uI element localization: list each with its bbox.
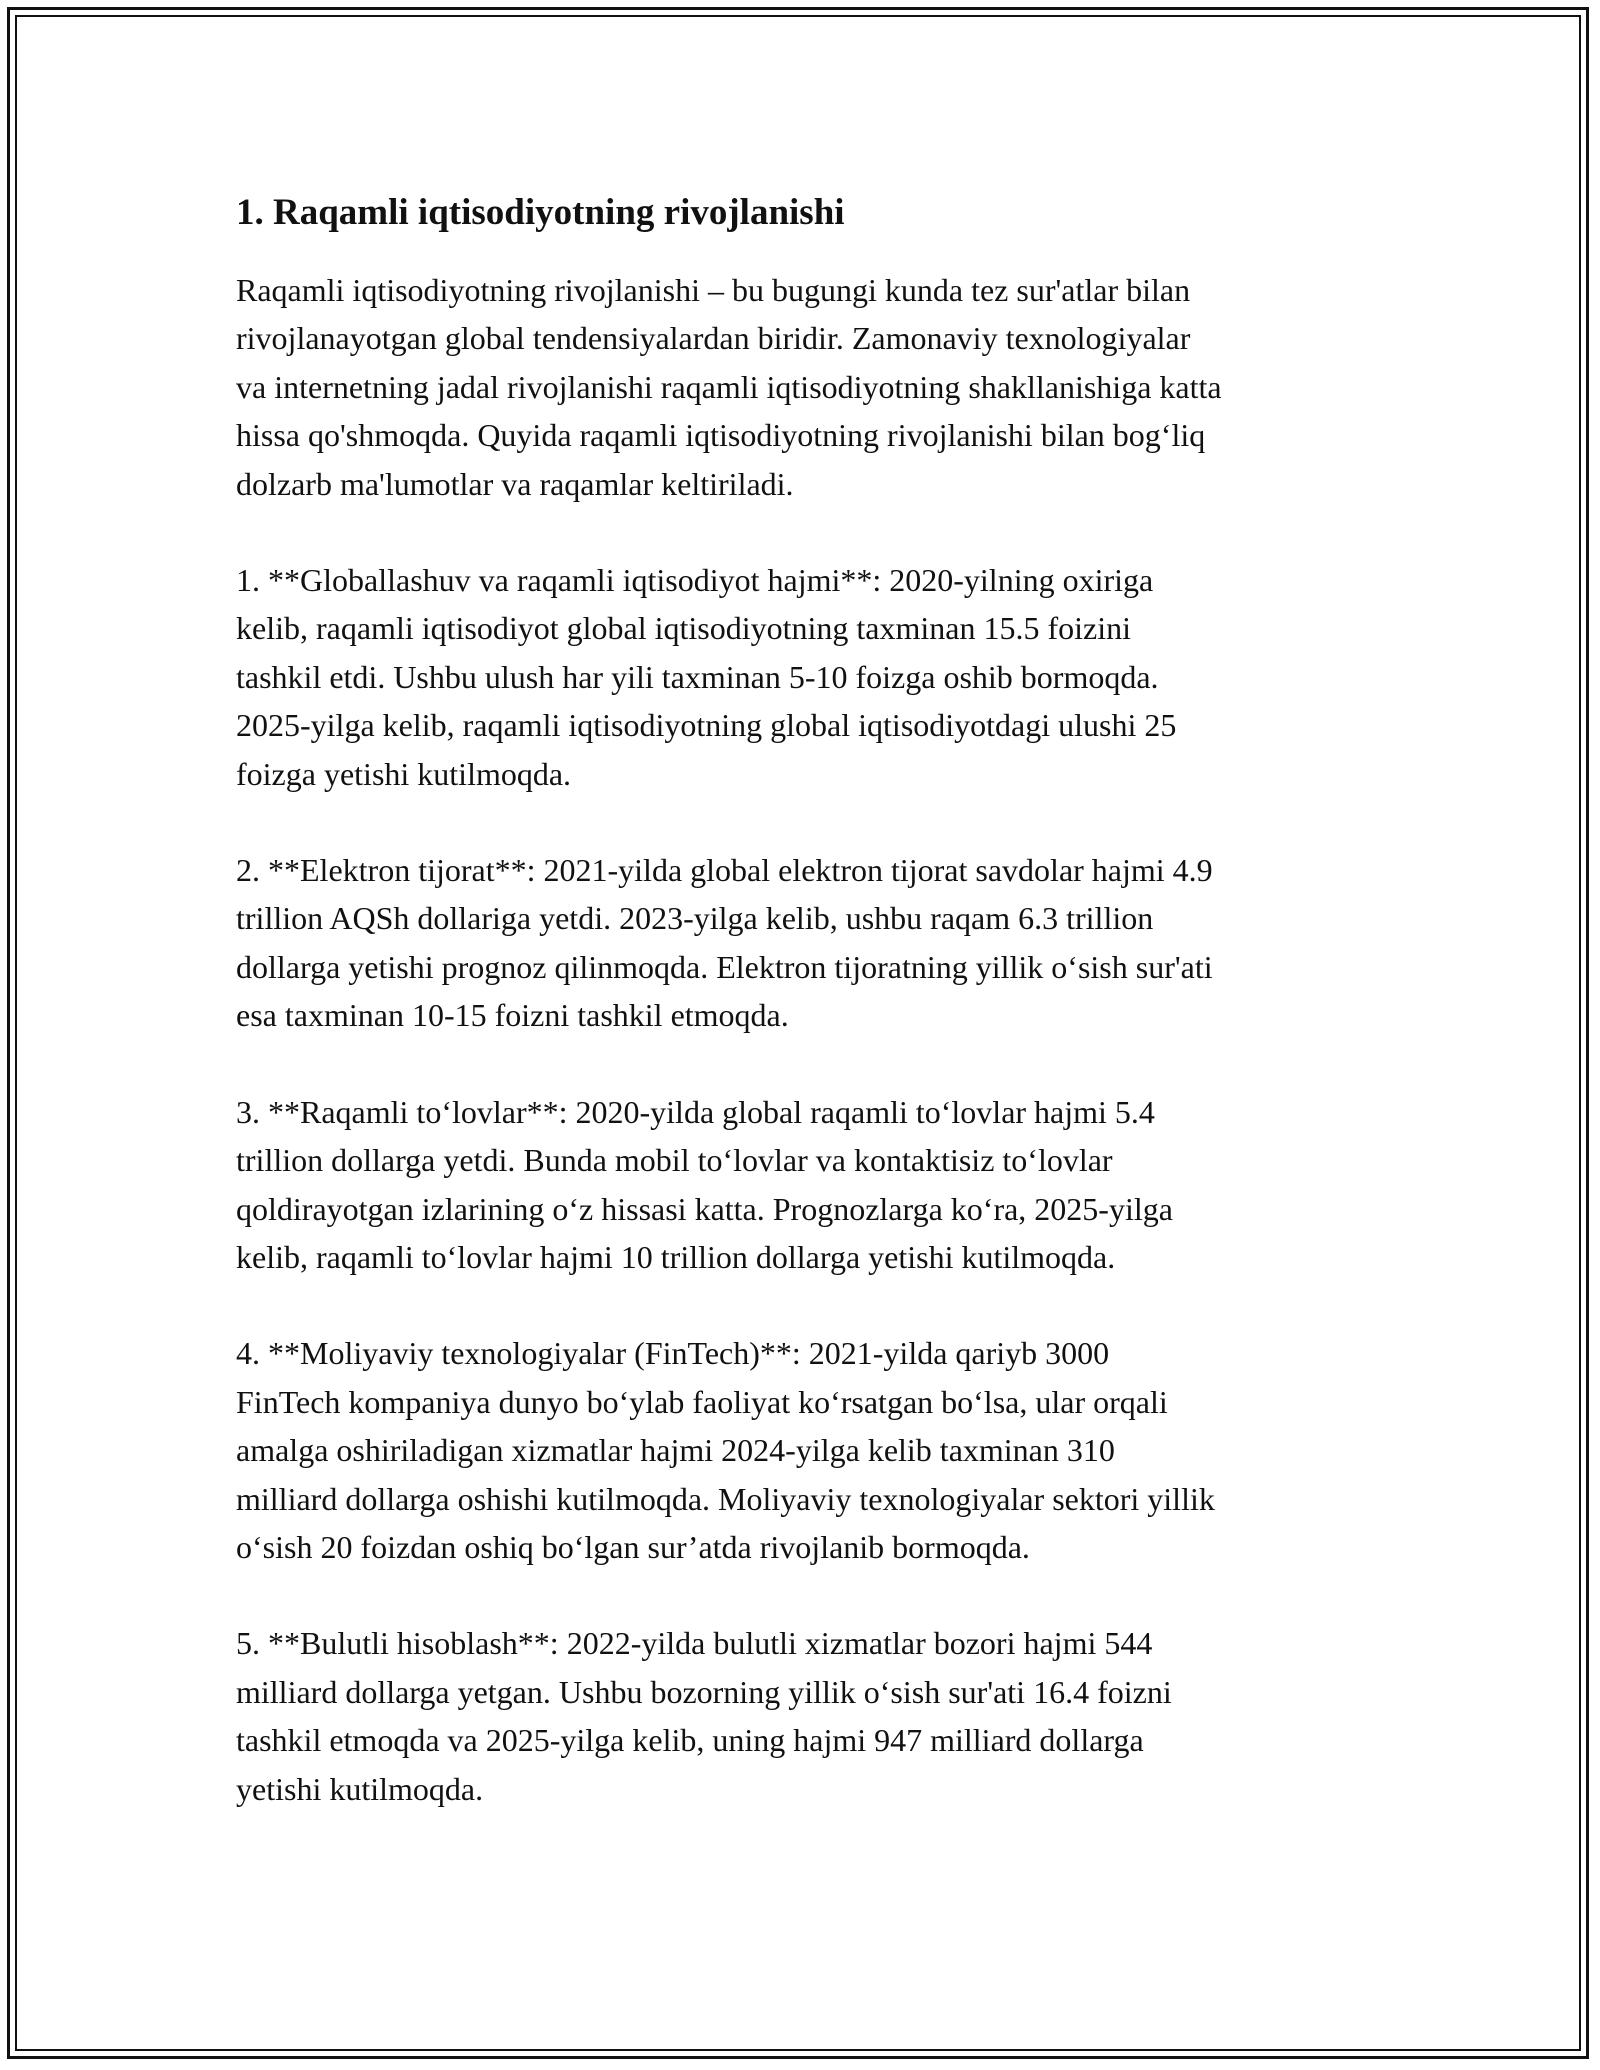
item-cloud-computing: 5. **Bulutli hisoblash**: 2022-yilda bulutli xizmatlar bozori hajmi 544 milliard dollarga yetgan. Ushbu bozorning yillik o‘sish sur'ati 16.4 foizni tashkil etmoqda va 2025-yilga kelib, uning hajmi 947 milliard dollarga yetishi kutilmoqda. — [236, 1625, 1172, 1807]
item-e-commerce: 2. **Elektron tijorat**: 2021-yilda global elektron tijorat savdolar hajmi 4.9 trillion AQSh dollariga yetdi. 2023-yilga kelib, ushbu raqam 6.3 trillion dollarga yetishi prognoz qilinmoqda. Elektron tijoratning yillik o‘sish sur'ati esa taxminan 10-15 foizni tashkil etmoqda. — [236, 852, 1213, 1034]
item-globalization: 1. **Globallashuv va raqamli iqtisodiyot hajmi**: 2020-yilning oxiriga kelib, raqamli iqtisodiyot global iqtisodiyotning taxminan 15.5 foizini tashkil etdi. Ushbu ulush har yili taxminan 5-10 foizga oshib bormoqda. 2025-yilga kelib, raqamli iqtisodiyotning global iqtisodiyotdagi ulushi 25 foizga yetishi kutilmoqda. — [236, 562, 1177, 792]
document-body — [236, 186, 1376, 1861]
item-fintech: 4. **Moliyaviy texnologiyalar (FinTech)**: 2021-yilda qariyb 3000 FinTech kompaniya dunyo bo‘ylab faoliyat ko‘rsatgan bo‘lsa, ular orqali amalga oshiriladigan xizmatlar hajmi 2024-yilga kelib taxminan 310 milliard dollarga oshishi kutilmoqda. Moliyaviy texnologiyalar sektori yillik o‘sish 20 foizdan oshiq bo‘lgan sur’atda rivojlanib bormoqda. — [236, 1335, 1215, 1565]
section-heading: 1. Raqamli iqtisodiyotning rivojlanishi — [236, 192, 845, 233]
intro-paragraph: Raqamli iqtisodiyotning rivojlanishi – bu bugungi kunda tez sur'atlar bilan rivojlanayotgan global tendensiyalardan biridir. Zamonaviy texnologiyalar va internetning jadal rivojlanishi raqamli iqtisodiyotning shakllanishiga katta hissa qo'shmoqda. Quyida raqamli iqtisodiyotning rivojlanishi bilan bog‘liq dolzarb ma'lumotlar va raqamlar keltiriladi. — [236, 272, 1222, 502]
item-digital-payments: 3. **Raqamli to‘lovlar**: 2020-yilda global raqamli to‘lovlar hajmi 5.4 trillion dollarga yetdi. Bunda mobil to‘lovlar va kontaktisiz to‘lovlar qoldirayotgan izlarining o‘z hissasi katta. Prognozlarga ko‘ra, 2025-yilga kelib, raqamli to‘lovlar hajmi 10 trillion dollarga yetishi kutilmoqda. — [236, 1093, 1173, 1275]
